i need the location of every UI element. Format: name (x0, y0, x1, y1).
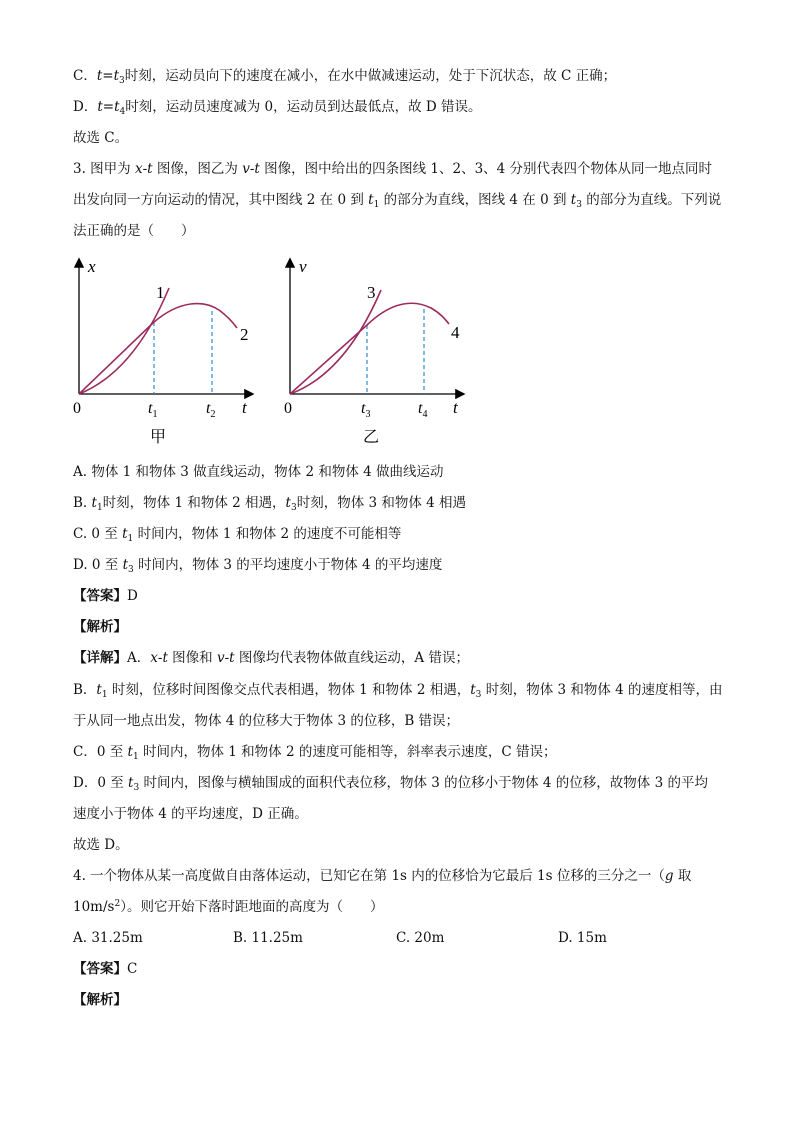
q3-stem-line-3: 法正确的是（ ） (73, 223, 195, 239)
prev-option-d-explanation: D．$t=t_4$时刻，运动员速度减为 0，运动员到达最低点，故 D 错误。 (73, 99, 482, 117)
tick-b-label: $t_4$ (418, 400, 428, 420)
q4-answer: 【答案】C (73, 961, 138, 977)
q3-option-b: B. $t_1$时刻，物体 1 和物体 2 相遇，$t_3$时刻，物体 3 和物体 4 相遇 (73, 495, 467, 513)
q4-option-d: D. 15m (558, 930, 607, 946)
q3-analysis-label: 【解析】 (73, 619, 127, 635)
q4-option-a: A. 31.25m (73, 930, 143, 946)
graph-caption: 乙 (363, 429, 380, 446)
tick-b-label: $t_2$ (206, 400, 216, 420)
q3-detail-b-line-2: 于从同一地点出发，物体 4 的位移大于物体 3 的位移，B 错误； (73, 713, 460, 729)
x-axis-label: t (242, 398, 247, 417)
q3-final-answer: 故选 D。 (73, 837, 129, 853)
curve-a-label: 3 (367, 283, 376, 302)
tick-a-label: $t_1$ (148, 400, 158, 420)
prev-option-c-explanation: C．$t=t_3$时刻，运动员向下的速度在减小，在水中做减速运动，处于下沉状态，故 C 正确； (73, 68, 617, 86)
q3-detail-d-line-1: D．0 至 $t_3$ 时间内，图像与横轴围成的面积代表位移，物体 3 的位移小于物体 4 的位移，故物体 3 的平均 (73, 775, 708, 793)
q3-detail-b-line-1: B．$t_1$ 时刻，位移时间图像交点代表相遇，物体 1 和物体 2 相遇，$t_3$ 时刻，物体 3 和物体 4 的速度相等，由 (73, 682, 723, 700)
q3-stem-line-2: 出发向同一方向运动的情况，其中图线 2 在 0 到 $t_1$ 的部分为直线，图线 4 在 0 到 $t_3$ 的部分为直线。下列说 (73, 192, 722, 210)
graph-jia (64, 252, 264, 456)
q4-stem-line-2: $10m/s^2$）。则它开始下落时距地面的高度为（ ） (73, 899, 384, 915)
q4-option-b: B. 11.25m (233, 930, 303, 946)
tick-a-label: $t_3$ (361, 400, 371, 420)
curve-1 (79, 288, 169, 394)
curve-a-label: 1 (156, 283, 165, 302)
graph-caption: 甲 (150, 429, 167, 446)
q3-detail-c: C．0 至 $t_1$ 时间内，物体 1 和物体 2 的速度可能相等，斜率表示速度，C 错误； (73, 744, 557, 762)
origin-label: 0 (73, 400, 81, 417)
graph-yi (275, 252, 475, 456)
q4-stem-line-1: 4. 一个物体从某一高度做自由落体运动，已知它在第 1s 内的位移恰为它最后 1s 位移的三分之一（g 取 (73, 868, 692, 884)
q3-detail-a: 【详解】A．x-t 图像和 v-t 图像均代表物体做直线运动，A 错误； (73, 650, 469, 666)
q4-option-c: C. 20m (396, 930, 445, 946)
origin-label: 0 (284, 400, 292, 417)
q3-detail-d-line-2: 速度小于物体 4 的平均速度，D 正确。 (73, 806, 308, 822)
y-axis-label: v (299, 257, 307, 276)
prev-answer-line: 故选 C。 (73, 130, 129, 146)
q4-analysis-label: 【解析】 (73, 992, 127, 1008)
q3-answer: 【答案】D (73, 588, 138, 604)
q3-option-d: D. 0 至 $t_3$ 时间内，物体 3 的平均速度小于物体 4 的平均速度 (73, 557, 443, 575)
x-axis-label: t (453, 398, 458, 417)
curve-4 (290, 303, 449, 394)
y-axis-label: x (88, 257, 96, 276)
curve-b-label: 2 (240, 325, 249, 344)
q3-option-c: C. 0 至 $t_1$ 时间内，物体 1 和物体 2 的速度不可能相等 (73, 526, 402, 544)
q3-option-a: A. 物体 1 和物体 3 做直线运动，物体 2 和物体 4 做曲线运动 (73, 464, 444, 480)
curve-b-label: 4 (451, 323, 460, 342)
q3-stem-line-1: 3. 图甲为 x-t 图像，图乙为 v-t 图像，图中给出的四条图线 1、2、3、4 分别代表四个物体从同一地点同时 (73, 161, 713, 177)
